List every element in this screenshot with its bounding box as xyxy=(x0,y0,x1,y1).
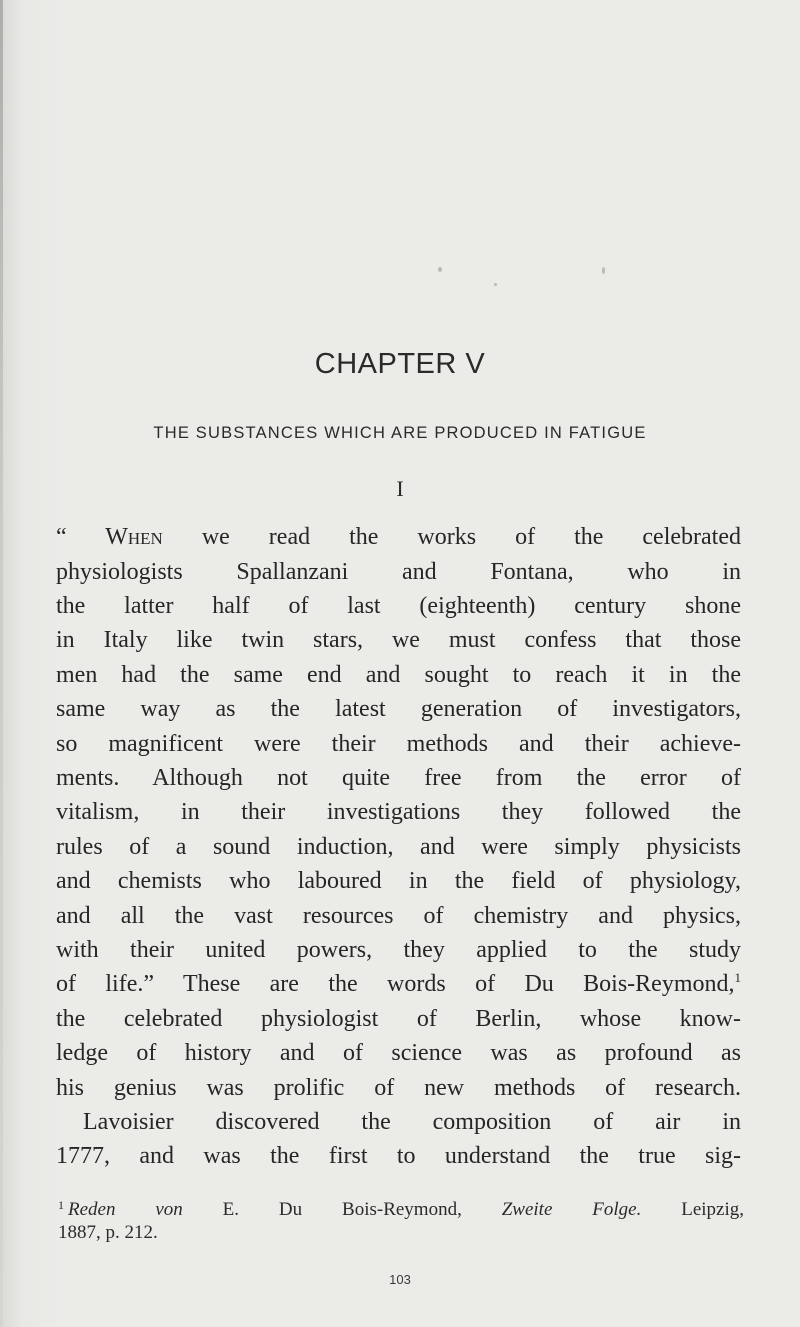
text-line: ments. Although not quite free from the error of xyxy=(56,765,741,791)
text-line: his genius was prolific of new methods of research. xyxy=(56,1075,741,1101)
text-line: the latter half of last (eighteenth) century shone xyxy=(56,593,741,619)
paper-speck xyxy=(602,267,605,274)
page-number: 103 xyxy=(389,1272,411,1287)
paper-speck xyxy=(438,267,442,272)
text-line: vitalism, in their investigations they followed the xyxy=(56,799,741,825)
text-line: physiologists Spallanzani and Fontana, who in xyxy=(56,559,741,585)
chapter-title: CHAPTER V xyxy=(314,348,486,380)
text-line: ledge of history and of science was as profound as xyxy=(56,1040,741,1066)
text-line: so magnificent were their methods and their achieve- xyxy=(56,731,741,757)
text-line: with their united powers, they applied to the study xyxy=(56,937,741,963)
opening-word: “ When xyxy=(56,524,163,550)
footnote-line: $^1$ Reden von E. Du Bois-Reymond, Zweite Folge. Leipzig, xyxy=(58,1198,745,1220)
text-line: the celebrated physiologist of Berlin, whose know- xyxy=(56,1006,741,1032)
paper-speck xyxy=(494,283,497,286)
text-line: of life.” These are the words of Du Bois-Reymond,$^1$ xyxy=(56,970,741,997)
footnote xyxy=(58,1198,744,1244)
footnote-line: 1887, p. 212. xyxy=(58,1222,158,1243)
text-line: men had the same end and sought to reach it in the xyxy=(56,662,741,688)
chapter-subtitle: THE SUBSTANCES WHICH ARE PRODUCED IN FATIGUE xyxy=(153,424,647,442)
footnote-marker: 1 xyxy=(58,1198,64,1212)
text-line: in Italy like twin stars, we must confess that those xyxy=(56,627,741,653)
text-line: Lavoisier discovered the composition of air in xyxy=(83,1109,741,1135)
text-line: same way as the latest generation of investigators, xyxy=(56,696,741,722)
section-number: I xyxy=(396,476,404,501)
text-line: and chemists who laboured in the field of physiology, xyxy=(56,868,741,894)
text-line: 1777, and was the first to understand the true sig- xyxy=(56,1143,741,1169)
text-line: rules of a sound induction, and were simply physicists xyxy=(56,834,741,860)
text-line: “ When we read the works of the celebrated xyxy=(56,524,741,550)
footnote-reference: 1 xyxy=(734,970,741,985)
page-gutter xyxy=(0,0,3,1327)
text-line: and all the vast resources of chemistry and physics, xyxy=(56,903,741,929)
